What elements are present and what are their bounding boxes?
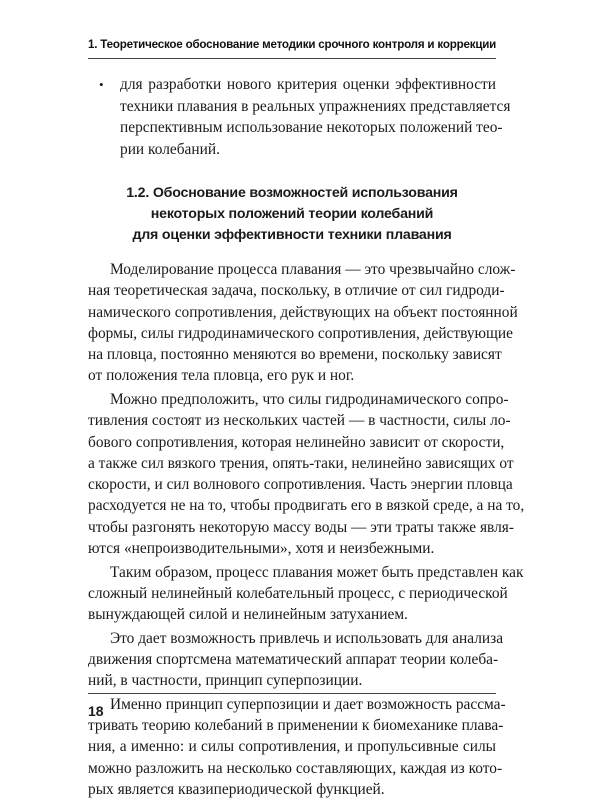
paragraph [88, 694, 506, 800]
paragraph [88, 562, 524, 626]
text-line: можно разложить на несколько составляющих, каждая из кото- [88, 759, 503, 777]
running-header: 1. Теоретическое обоснование методики срочного контроля и коррекции [88, 38, 497, 51]
text-line: скорости, и сил волнового сопротивления. Часть энергии пловца [88, 476, 513, 494]
header-divider [88, 58, 496, 59]
text-line: Таким образом, процесс плавания может быть представлен как [110, 563, 524, 581]
footer-divider [88, 693, 496, 694]
text-line: бового сопротивления, которая нелинейно зависит от скорости, [88, 433, 505, 451]
bullet-marker: • [99, 77, 104, 92]
text-line: движения спортсмена математический аппарат теории колеба- [88, 650, 499, 668]
text-line: для разработки нового критерия оценки эффективности [120, 76, 496, 93]
text-line: сложный нелинейный колебательный процесс, с периодической [88, 584, 508, 602]
text-line: рых является квазипериодической функцией. [88, 780, 385, 798]
text-line: от положения тела пловца, его рук и ног. [88, 367, 355, 385]
text-line: формы, силы гидродинамического сопротивления, действующие [88, 324, 513, 342]
text-line: ются «непроизводительными», хотя и неизбежными. [88, 540, 435, 558]
page-number: 18 [88, 703, 104, 719]
text-line: ний, в частности, принцип суперпозиции. [88, 672, 363, 690]
text-line: техники плавания в реальных упражнениях представляется [120, 97, 511, 115]
text-line: расходуется не на то, чтобы продвигать его в вязкой среде, а на то, [88, 497, 525, 515]
text-line: Это дает возможность привлечь и использовать для анализа [110, 629, 504, 647]
section-heading [88, 183, 496, 246]
heading-line: для оценки эффективности техники плавания [132, 227, 452, 243]
paragraph [88, 259, 518, 387]
paragraph [88, 628, 504, 692]
text-line: вынуждающей силой и нелинейным затуханием. [88, 606, 408, 624]
text-line: Можно предположить, что силы гидродинамического сопро- [110, 390, 509, 408]
text-line: на пловца, постоянно меняются во времени, поскольку зависят [88, 346, 502, 364]
text-line: рии колебаний. [120, 140, 220, 158]
text-line: Моделирование процесса плавания — это чрезвычайно слож- [110, 261, 516, 278]
paragraph [88, 389, 525, 559]
text-line: а также сил вязкого трения, опять-таки, нелинейно зависящих от [88, 454, 514, 472]
text-line: тивления состоят из нескольких частей — в частности, силы ло- [88, 412, 511, 430]
text-line: намического сопротивления, действующих на объект постоянной [88, 303, 518, 321]
heading-line: некоторых положений теории колебаний [150, 206, 434, 222]
text-line: чтобы разгонять некоторую массу воды — эти траты также явля- [88, 518, 514, 536]
bullet-list-item [88, 74, 511, 160]
text-line: перспективным использование некоторых положений тео- [120, 119, 503, 136]
heading-line: 1.2. Обоснование возможностей использования [126, 185, 458, 201]
text-line: Именно принцип суперпозиции и дает возможность рассма- [110, 695, 506, 713]
bullet-text [120, 74, 511, 160]
body-text [88, 259, 525, 802]
text-line: ная теоретическая задача, поскольку, в отличие от сил гидроди- [88, 282, 505, 300]
text-line: тривать теорию колебаний в применении к биомеханике плава- [88, 716, 504, 734]
text-line: ния, а именно: и силы сопротивления, и пропульсивные силы [88, 738, 496, 756]
